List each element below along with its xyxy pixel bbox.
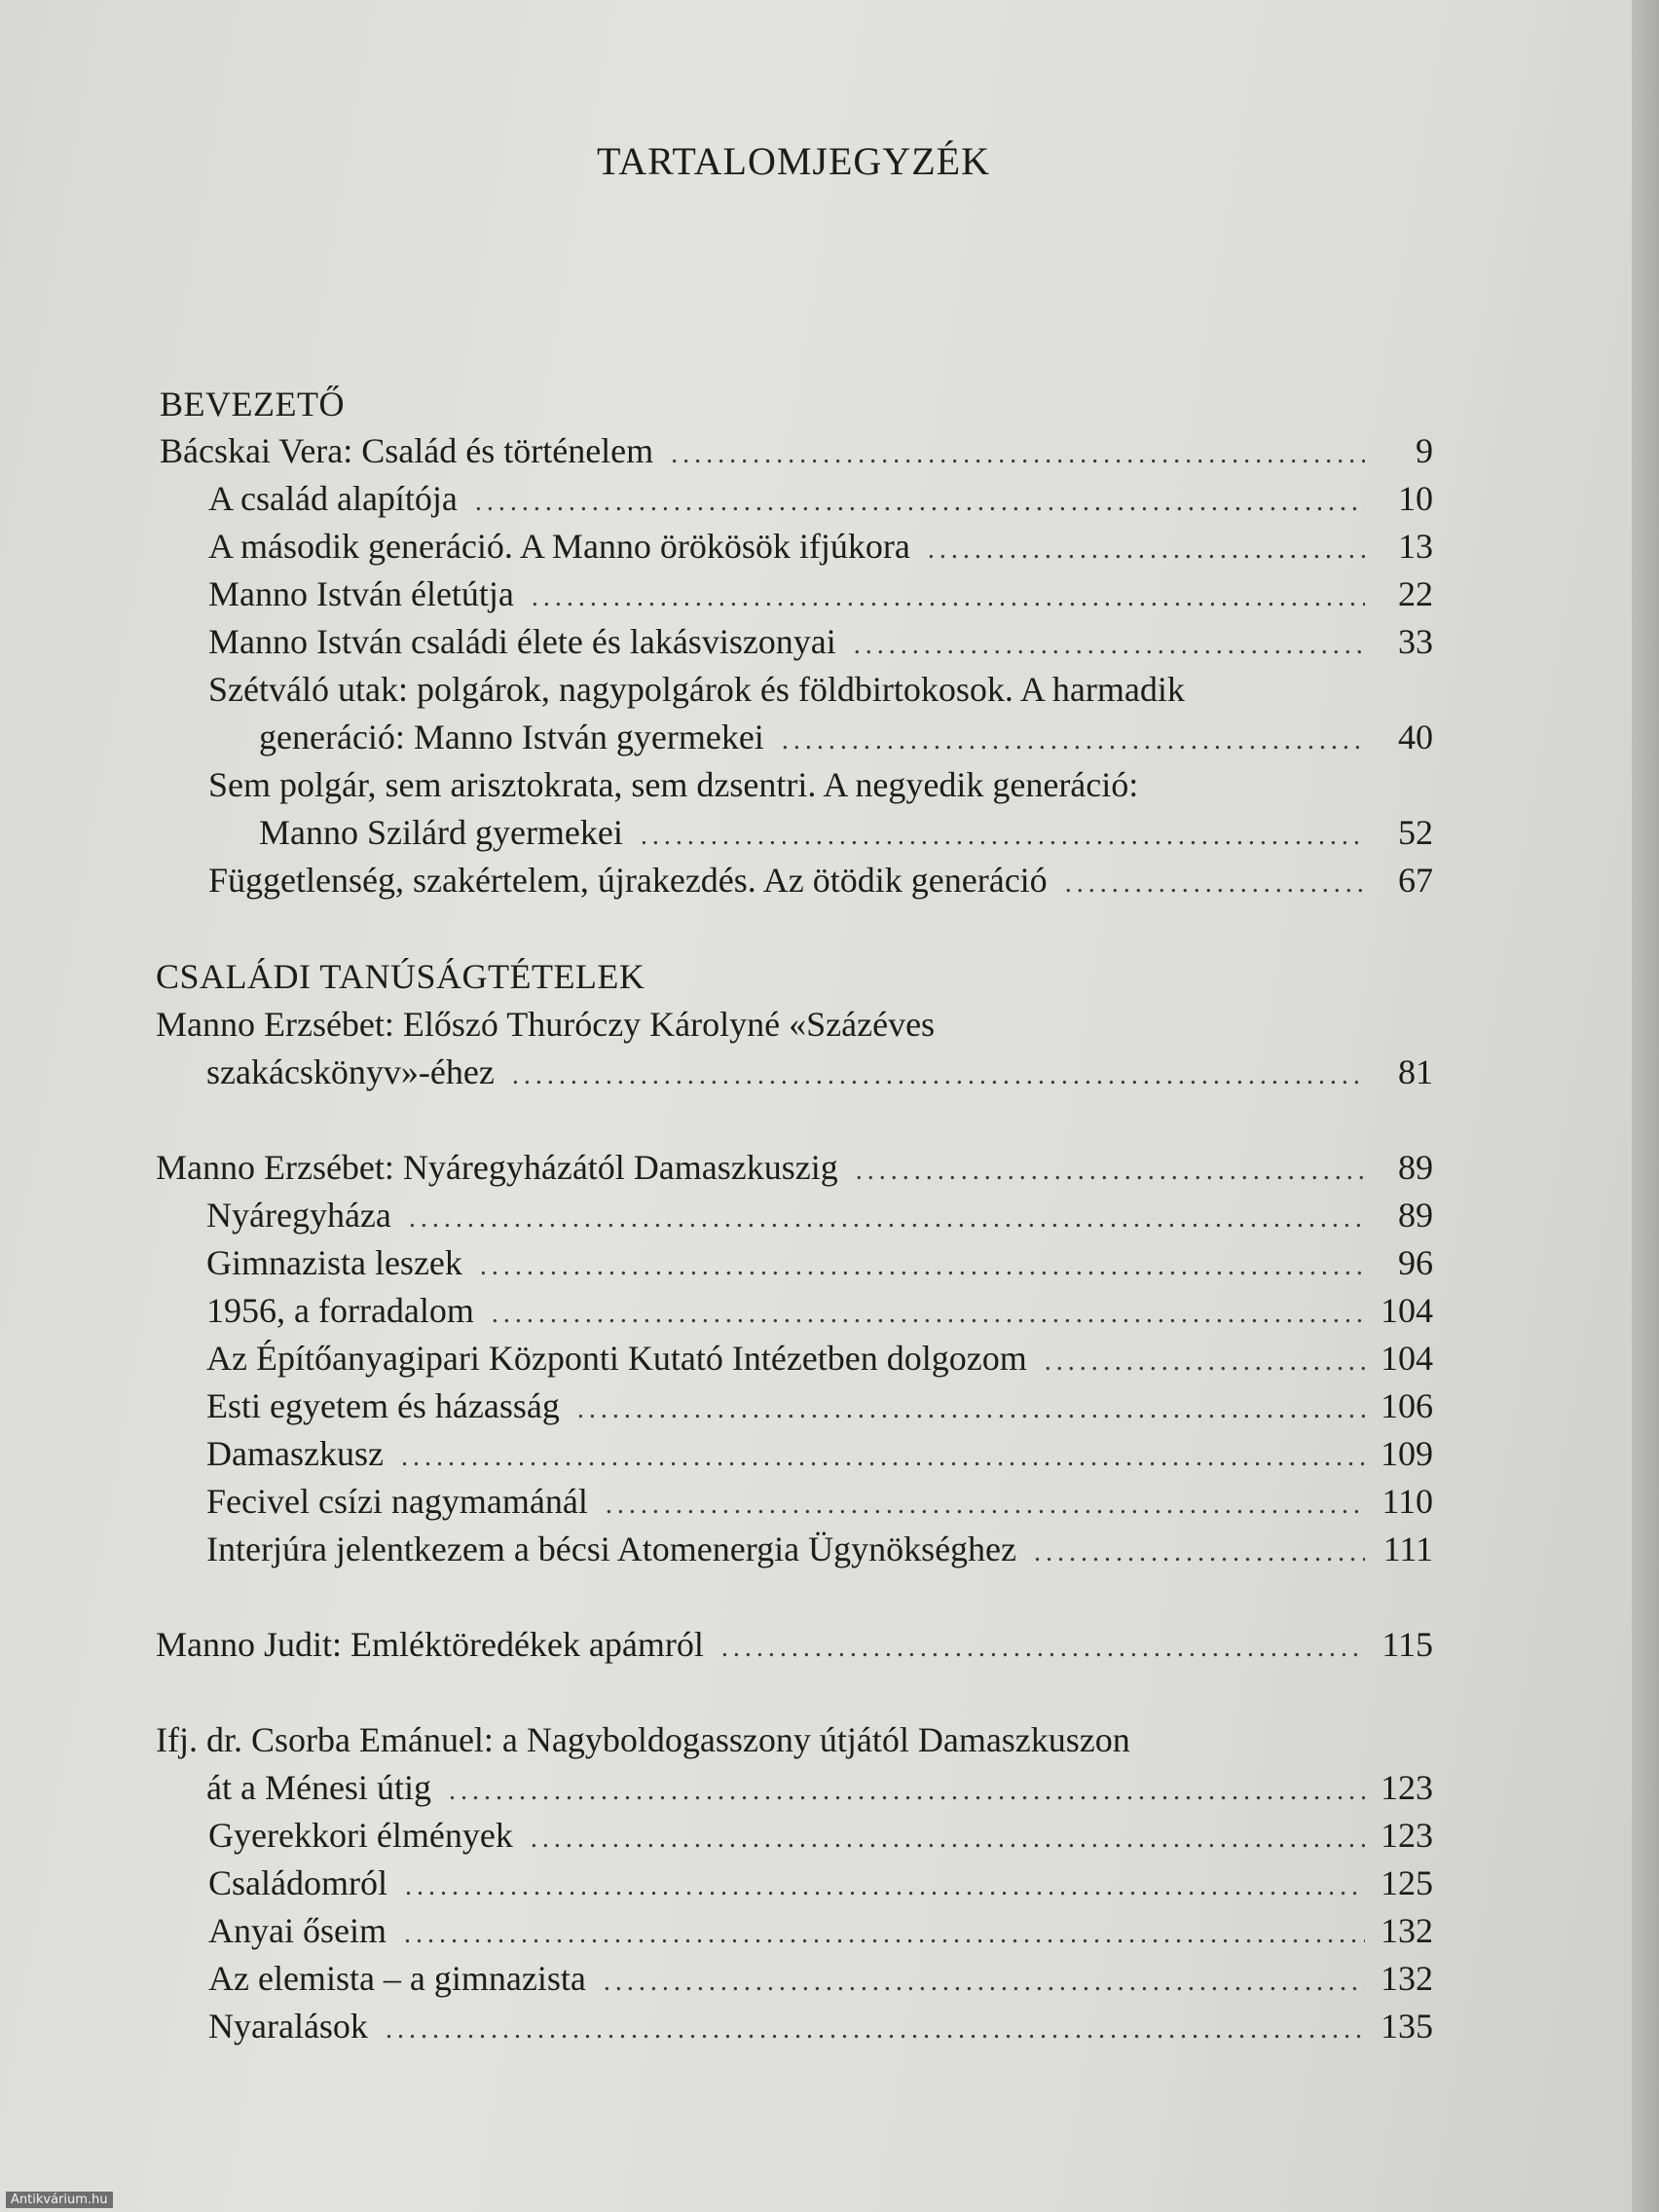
entry-title: Bácskai Vera: Család és történelem xyxy=(160,431,654,470)
entry-title: Anyai őseim xyxy=(208,1911,387,1950)
dot-leader xyxy=(386,2008,1365,2052)
dot-leader xyxy=(409,1197,1365,1241)
entry-title: Damaszkusz xyxy=(206,1434,384,1473)
entry-page: 67 xyxy=(1398,861,1433,900)
entry-page: 125 xyxy=(1381,1863,1433,1902)
entry-title: Gimnazista leszek xyxy=(206,1243,462,1282)
toc-entry xyxy=(208,1861,1433,1905)
entry-title: Fecivel csízi nagymamánál xyxy=(206,1482,588,1521)
dot-leader xyxy=(854,623,1365,668)
entry-page: 89 xyxy=(1398,1196,1433,1235)
entry-page: 33 xyxy=(1398,622,1433,661)
dot-leader xyxy=(492,1292,1365,1337)
entry-page: 135 xyxy=(1381,2007,1433,2046)
toc-entry xyxy=(206,1383,1433,1428)
entry-page: 13 xyxy=(1398,527,1433,566)
entry-page: 106 xyxy=(1381,1386,1433,1425)
entry-title: szakácskönyv»-éhez xyxy=(206,1052,495,1091)
entry-title: Esti egyetem és házasság xyxy=(206,1386,560,1425)
entry-page: 9 xyxy=(1416,431,1433,470)
dot-leader xyxy=(1065,862,1365,906)
entry-page: 104 xyxy=(1381,1339,1433,1378)
dot-leader xyxy=(671,432,1365,477)
section-heading-bevezeto: BEVEZETŐ xyxy=(160,385,345,424)
entry-title: generáció: Manno István gyermekei xyxy=(259,718,764,756)
dot-leader xyxy=(1045,1340,1365,1384)
toc-entry-line: Szétváló utak: polgárok, nagypolgárok és földbirtokosok. A harmadik xyxy=(208,670,1185,709)
entry-page: 89 xyxy=(1398,1148,1433,1187)
toc-entry xyxy=(208,476,1433,521)
dot-leader xyxy=(928,528,1365,572)
entry-title: Gyerekkori élmények xyxy=(208,1816,513,1855)
toc-entry xyxy=(206,1193,1433,1237)
toc-entry xyxy=(208,2004,1433,2048)
toc-entry xyxy=(156,1145,1433,1190)
toc-entry xyxy=(208,1956,1433,2001)
dot-leader xyxy=(577,1387,1365,1432)
toc-entry xyxy=(206,1765,1433,1810)
entry-title: 1956, a forradalom xyxy=(206,1291,474,1330)
dot-leader xyxy=(856,1149,1365,1194)
watermark: Antikvárium.hu xyxy=(6,2192,113,2208)
entry-title: A második generáció. A Manno örökösök ifjúkora xyxy=(208,527,910,566)
entry-title: Függetlenség, szakértelem, újrakezdés. Az ötödik generáció xyxy=(208,861,1048,900)
entry-title: Nyaralások xyxy=(208,2007,368,2046)
dot-leader xyxy=(404,1912,1365,1957)
entry-page: 81 xyxy=(1398,1052,1433,1091)
toc-entry xyxy=(208,1908,1433,1953)
entry-page: 111 xyxy=(1382,1530,1433,1568)
page-edge xyxy=(1632,0,1659,2212)
toc-title: TARTALOMJEGYZÉK xyxy=(597,139,990,183)
toc-entry xyxy=(206,1431,1433,1476)
entry-page: 115 xyxy=(1382,1625,1433,1664)
dot-leader xyxy=(532,575,1365,620)
toc-entry xyxy=(206,1050,1433,1094)
entry-page: 132 xyxy=(1381,1959,1433,1998)
toc-entry xyxy=(206,1336,1433,1381)
dot-leader xyxy=(604,1960,1365,2005)
toc-entry xyxy=(206,1527,1433,1571)
entry-page: 96 xyxy=(1398,1243,1433,1282)
entry-page: 123 xyxy=(1381,1816,1433,1855)
toc-entry xyxy=(259,810,1433,855)
entry-page: 110 xyxy=(1382,1482,1433,1521)
entry-title: át a Ménesi útig xyxy=(206,1768,431,1807)
toc-entry xyxy=(259,715,1433,759)
toc-entry xyxy=(206,1288,1433,1333)
entry-page: 104 xyxy=(1381,1291,1433,1330)
dot-leader xyxy=(721,1626,1365,1671)
entry-title: Manno Szilárd gyermekei xyxy=(259,813,623,852)
entry-title: Manno István életútja xyxy=(208,574,514,613)
toc-entry xyxy=(208,1813,1433,1858)
dot-leader xyxy=(480,1244,1365,1289)
entry-page: 22 xyxy=(1398,574,1433,613)
entry-title: Az elemista – a gimnazista xyxy=(208,1959,586,1998)
dot-leader xyxy=(1034,1530,1365,1575)
dot-leader xyxy=(449,1769,1365,1814)
entry-page: 52 xyxy=(1398,813,1433,852)
section-heading-csaladi-tanusagtetelek: CSALÁDI TANÚSÁGTÉTELEK xyxy=(156,957,645,996)
toc-entry xyxy=(206,1479,1433,1524)
toc-entry-line: Sem polgár, sem arisztokrata, sem dzsentri. A negyedik generáció: xyxy=(208,765,1139,804)
toc-entry-line: Manno Erzsébet: Előszó Thuróczy Károlyné «Százéves xyxy=(156,1005,936,1044)
dot-leader xyxy=(405,1864,1365,1909)
entry-title: Nyáregyháza xyxy=(206,1196,391,1235)
entry-page: 123 xyxy=(1381,1768,1433,1807)
dot-leader xyxy=(401,1435,1365,1480)
toc-entry xyxy=(160,428,1433,473)
entry-title: Manno István családi élete és lakásviszonyai xyxy=(208,622,836,661)
dot-leader xyxy=(512,1053,1365,1098)
dot-leader xyxy=(475,480,1365,525)
toc-entry-line: Ifj. dr. Csorba Emánuel: a Nagyboldogasszony útjától Damaszkuszon xyxy=(156,1720,1130,1759)
entry-title: Manno Judit: Emléktöredékek apámról xyxy=(156,1625,704,1664)
dot-leader xyxy=(606,1483,1365,1528)
entry-page: 40 xyxy=(1398,718,1433,756)
entry-title: Családomról xyxy=(208,1863,387,1902)
entry-title: Az Építőanyagipari Központi Kutató Intézetben dolgozom xyxy=(206,1339,1027,1378)
dot-leader xyxy=(782,719,1365,763)
toc-entry xyxy=(208,858,1433,903)
entry-page: 10 xyxy=(1398,479,1433,518)
toc-entry xyxy=(156,1622,1433,1667)
toc-entry xyxy=(208,619,1433,664)
entry-title: Interjúra jelentkezem a bécsi Atomenergia Ügynökséghez xyxy=(206,1530,1017,1568)
entry-title: A család alapítója xyxy=(208,479,458,518)
entry-page: 132 xyxy=(1381,1911,1433,1950)
entry-title: Manno Erzsébet: Nyáregyházától Damaszkuszig xyxy=(156,1148,838,1187)
dot-leader xyxy=(641,814,1365,859)
toc-entry xyxy=(208,524,1433,569)
toc-entry xyxy=(208,571,1433,616)
dot-leader xyxy=(531,1817,1365,1862)
entry-page: 109 xyxy=(1381,1434,1433,1473)
toc-entry xyxy=(206,1240,1433,1285)
